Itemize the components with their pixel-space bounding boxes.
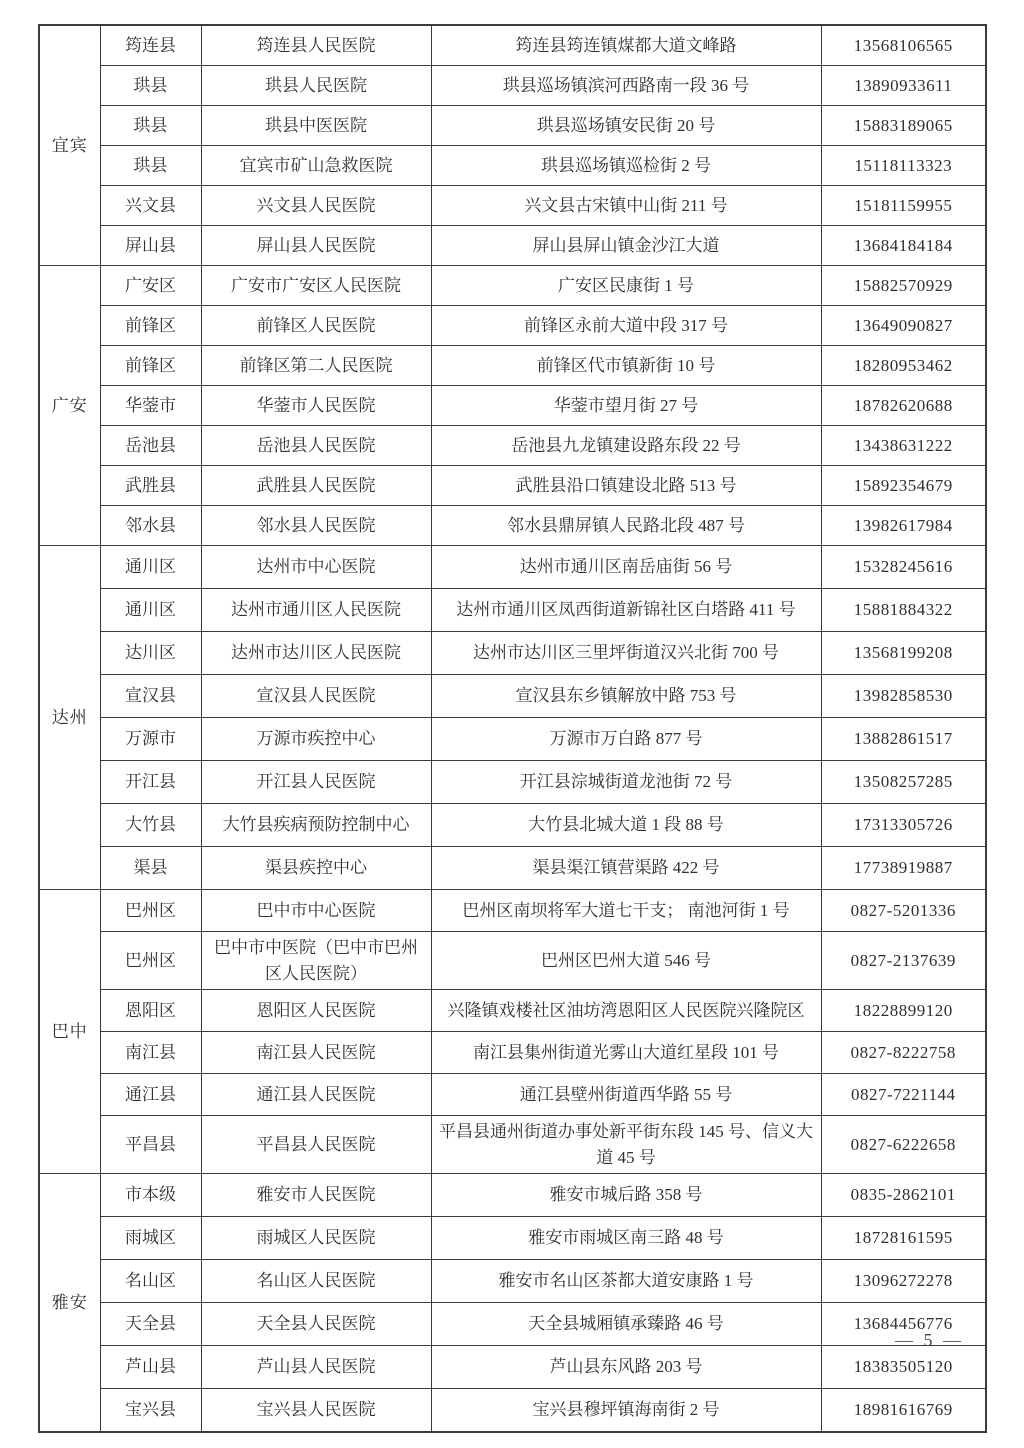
phone-cell: 13508257285: [821, 761, 986, 804]
hospital-cell: 万源市疾控中心: [201, 718, 431, 761]
city-section-bazhong: [39, 890, 986, 1174]
address-cell: 达州市通川区南岳庙街 56 号: [431, 546, 821, 589]
table-row: [39, 990, 986, 1032]
hospital-cell: 宝兴县人民医院: [201, 1389, 431, 1433]
district-cell: 珙县: [100, 66, 201, 106]
address-cell: 珙县巡场镇安民街 20 号: [431, 106, 821, 146]
city-cell: 宜宾: [39, 25, 100, 266]
phone-cell: 13096272278: [821, 1260, 986, 1303]
address-cell: 巴州区巴州大道 546 号: [431, 932, 821, 990]
phone-cell: 0827-2137639: [821, 932, 986, 990]
hospital-cell: 名山区人民医院: [201, 1260, 431, 1303]
hospital-cell: 岳池县人民医院: [201, 426, 431, 466]
district-cell: 南江县: [100, 1032, 201, 1074]
table-row: [39, 589, 986, 632]
district-cell: 万源市: [100, 718, 201, 761]
address-cell: 达州市达川区三里坪街道汉兴北街 700 号: [431, 632, 821, 675]
address-cell: 筠连县筠连镇煤都大道文峰路: [431, 25, 821, 66]
hospital-cell: 达州市达川区人民医院: [201, 632, 431, 675]
address-cell: 巴州区南坝将军大道七干支； 南池河街 1 号: [431, 890, 821, 932]
address-cell: 屏山县屏山镇金沙江大道: [431, 226, 821, 266]
phone-cell: 18782620688: [821, 386, 986, 426]
address-cell: 雅安市雨城区南三路 48 号: [431, 1217, 821, 1260]
phone-cell: 15881884322: [821, 589, 986, 632]
district-cell: 芦山县: [100, 1346, 201, 1389]
phone-cell: 13438631222: [821, 426, 986, 466]
table-row: [39, 675, 986, 718]
phone-cell: 0827-8222758: [821, 1032, 986, 1074]
table-row: [39, 306, 986, 346]
page-number: — 5 —: [895, 1330, 964, 1350]
address-cell: 前锋区代市镇新街 10 号: [431, 346, 821, 386]
district-cell: 达川区: [100, 632, 201, 675]
district-cell: 前锋区: [100, 306, 201, 346]
district-cell: 屏山县: [100, 226, 201, 266]
phone-cell: 15883189065: [821, 106, 986, 146]
address-cell: 前锋区永前大道中段 317 号: [431, 306, 821, 346]
city-section-yaan: [39, 1174, 986, 1433]
phone-cell: 18228899120: [821, 990, 986, 1032]
table-row: [39, 1260, 986, 1303]
phone-cell: 15882570929: [821, 266, 986, 306]
district-cell: 渠县: [100, 847, 201, 890]
table-row: [39, 804, 986, 847]
hospital-cell: 前锋区第二人民医院: [201, 346, 431, 386]
table-row: [39, 466, 986, 506]
phone-cell: 13982858530: [821, 675, 986, 718]
address-cell: 兴隆镇戏楼社区油坊湾恩阳区人民医院兴隆院区: [431, 990, 821, 1032]
table-row: [39, 1174, 986, 1217]
address-cell: 宣汉县东乡镇解放中路 753 号: [431, 675, 821, 718]
district-cell: 珙县: [100, 106, 201, 146]
table-row: [39, 506, 986, 546]
table-row: [39, 1389, 986, 1433]
district-cell: 兴文县: [100, 186, 201, 226]
phone-cell: 0835-2862101: [821, 1174, 986, 1217]
phone-cell: 18728161595: [821, 1217, 986, 1260]
address-cell: 武胜县沿口镇建设北路 513 号: [431, 466, 821, 506]
table-row: [39, 1074, 986, 1116]
phone-cell: 18383505120: [821, 1346, 986, 1389]
table-row: [39, 632, 986, 675]
table-row: [39, 146, 986, 186]
phone-cell: 13890933611: [821, 66, 986, 106]
hospital-cell: 兴文县人民医院: [201, 186, 431, 226]
district-cell: 华蓥市: [100, 386, 201, 426]
hospital-cell: 雅安市人民医院: [201, 1174, 431, 1217]
phone-cell: 15892354679: [821, 466, 986, 506]
phone-cell: 13568199208: [821, 632, 986, 675]
hospital-cell: 筠连县人民医院: [201, 25, 431, 66]
district-cell: 前锋区: [100, 346, 201, 386]
address-cell: 兴文县古宋镇中山街 211 号: [431, 186, 821, 226]
hospital-cell: 平昌县人民医院: [201, 1116, 431, 1174]
city-section-guangan: [39, 266, 986, 546]
address-cell: 宝兴县穆坪镇海南街 2 号: [431, 1389, 821, 1433]
table-row: [39, 106, 986, 146]
phone-cell: 0827-5201336: [821, 890, 986, 932]
phone-cell: 18280953462: [821, 346, 986, 386]
table-row: [39, 226, 986, 266]
table-row: [39, 1116, 986, 1174]
table-row: [39, 761, 986, 804]
district-cell: 广安区: [100, 266, 201, 306]
address-cell: 通江县壁州街道西华路 55 号: [431, 1074, 821, 1116]
district-cell: 恩阳区: [100, 990, 201, 1032]
district-cell: 名山区: [100, 1260, 201, 1303]
phone-cell: 17313305726: [821, 804, 986, 847]
table-row: [39, 718, 986, 761]
district-cell: 雨城区: [100, 1217, 201, 1260]
address-cell: 华蓥市望月街 27 号: [431, 386, 821, 426]
city-section-yibin: [39, 25, 986, 266]
address-cell: 南江县集州街道光雾山大道红星段 101 号: [431, 1032, 821, 1074]
district-cell: 宣汉县: [100, 675, 201, 718]
city-section-dazhou: [39, 546, 986, 890]
hospital-contact-table: [38, 24, 987, 1433]
district-cell: 巴州区: [100, 932, 201, 990]
address-cell: 芦山县东风路 203 号: [431, 1346, 821, 1389]
phone-cell: 13684184184: [821, 226, 986, 266]
district-cell: 通江县: [100, 1074, 201, 1116]
hospital-cell: 邻水县人民医院: [201, 506, 431, 546]
table-row: [39, 932, 986, 990]
phone-cell: 13649090827: [821, 306, 986, 346]
address-cell: 大竹县北城大道 1 段 88 号: [431, 804, 821, 847]
district-cell: 开江县: [100, 761, 201, 804]
city-cell: 巴中: [39, 890, 100, 1174]
table-row: [39, 1346, 986, 1389]
phone-cell: 0827-6222658: [821, 1116, 986, 1174]
phone-cell: 18981616769: [821, 1389, 986, 1433]
address-cell: 开江县淙城街道龙池街 72 号: [431, 761, 821, 804]
hospital-cell: 开江县人民医院: [201, 761, 431, 804]
phone-cell: 13882861517: [821, 718, 986, 761]
address-cell: 雅安市名山区茶都大道安康路 1 号: [431, 1260, 821, 1303]
hospital-cell: 宜宾市矿山急救医院: [201, 146, 431, 186]
hospital-cell: 芦山县人民医院: [201, 1346, 431, 1389]
hospital-cell: 珙县中医医院: [201, 106, 431, 146]
district-cell: 筠连县: [100, 25, 201, 66]
hospital-cell: 巴中市中心医院: [201, 890, 431, 932]
hospital-cell: 雨城区人民医院: [201, 1217, 431, 1260]
hospital-cell: 达州市通川区人民医院: [201, 589, 431, 632]
table-row: [39, 186, 986, 226]
address-cell: 珙县巡场镇巡检街 2 号: [431, 146, 821, 186]
address-cell: 渠县渠江镇营渠路 422 号: [431, 847, 821, 890]
hospital-cell: 屏山县人民医院: [201, 226, 431, 266]
district-cell: 邻水县: [100, 506, 201, 546]
hospital-cell: 达州市中心医院: [201, 546, 431, 589]
district-cell: 天全县: [100, 1303, 201, 1346]
hospital-cell: 广安市广安区人民医院: [201, 266, 431, 306]
district-cell: 宝兴县: [100, 1389, 201, 1433]
hospital-cell: 大竹县疾病预防控制中心: [201, 804, 431, 847]
city-cell: 广安: [39, 266, 100, 546]
phone-cell: 13568106565: [821, 25, 986, 66]
address-cell: 达州市通川区凤西街道新锦社区白塔路 411 号: [431, 589, 821, 632]
district-cell: 通川区: [100, 546, 201, 589]
phone-cell: 15181159955: [821, 186, 986, 226]
address-cell: 雅安市城后路 358 号: [431, 1174, 821, 1217]
hospital-cell: 南江县人民医院: [201, 1032, 431, 1074]
district-cell: 通川区: [100, 589, 201, 632]
table-row: [39, 1303, 986, 1346]
table-row: [39, 1217, 986, 1260]
city-cell: 雅安: [39, 1174, 100, 1433]
hospital-cell: 渠县疾控中心: [201, 847, 431, 890]
district-cell: 巴州区: [100, 890, 201, 932]
phone-cell: 17738919887: [821, 847, 986, 890]
address-cell: 平昌县通州街道办事处新平街东段 145 号、信义大道 45 号: [431, 1116, 821, 1174]
district-cell: 市本级: [100, 1174, 201, 1217]
hospital-cell: 武胜县人民医院: [201, 466, 431, 506]
address-cell: 天全县城厢镇承臻路 46 号: [431, 1303, 821, 1346]
hospital-cell: 天全县人民医院: [201, 1303, 431, 1346]
table-row: [39, 386, 986, 426]
table-row: [39, 1032, 986, 1074]
table-row: [39, 890, 986, 932]
address-cell: 广安区民康街 1 号: [431, 266, 821, 306]
address-cell: 珙县巡场镇滨河西路南一段 36 号: [431, 66, 821, 106]
hospital-cell: 珙县人民医院: [201, 66, 431, 106]
hospital-cell: 华蓥市人民医院: [201, 386, 431, 426]
phone-cell: 0827-7221144: [821, 1074, 986, 1116]
table-row: [39, 346, 986, 386]
phone-cell: 13684456776: [821, 1303, 986, 1346]
table-row: [39, 546, 986, 589]
hospital-cell: 巴中市中医院（巴中市巴州区人民医院）: [201, 932, 431, 990]
phone-cell: 15328245616: [821, 546, 986, 589]
hospital-cell: 前锋区人民医院: [201, 306, 431, 346]
district-cell: 大竹县: [100, 804, 201, 847]
district-cell: 平昌县: [100, 1116, 201, 1174]
table-row: [39, 66, 986, 106]
address-cell: 万源市万白路 877 号: [431, 718, 821, 761]
hospital-cell: 恩阳区人民医院: [201, 990, 431, 1032]
address-cell: 邻水县鼎屏镇人民路北段 487 号: [431, 506, 821, 546]
table-row: [39, 426, 986, 466]
hospital-cell: 宣汉县人民医院: [201, 675, 431, 718]
hospital-cell: 通江县人民医院: [201, 1074, 431, 1116]
district-cell: 岳池县: [100, 426, 201, 466]
phone-cell: 15118113323: [821, 146, 986, 186]
table-row: [39, 266, 986, 306]
table-row: [39, 25, 986, 66]
district-cell: 武胜县: [100, 466, 201, 506]
district-cell: 珙县: [100, 146, 201, 186]
address-cell: 岳池县九龙镇建设路东段 22 号: [431, 426, 821, 466]
table-row: [39, 847, 986, 890]
phone-cell: 13982617984: [821, 506, 986, 546]
city-cell: 达州: [39, 546, 100, 890]
